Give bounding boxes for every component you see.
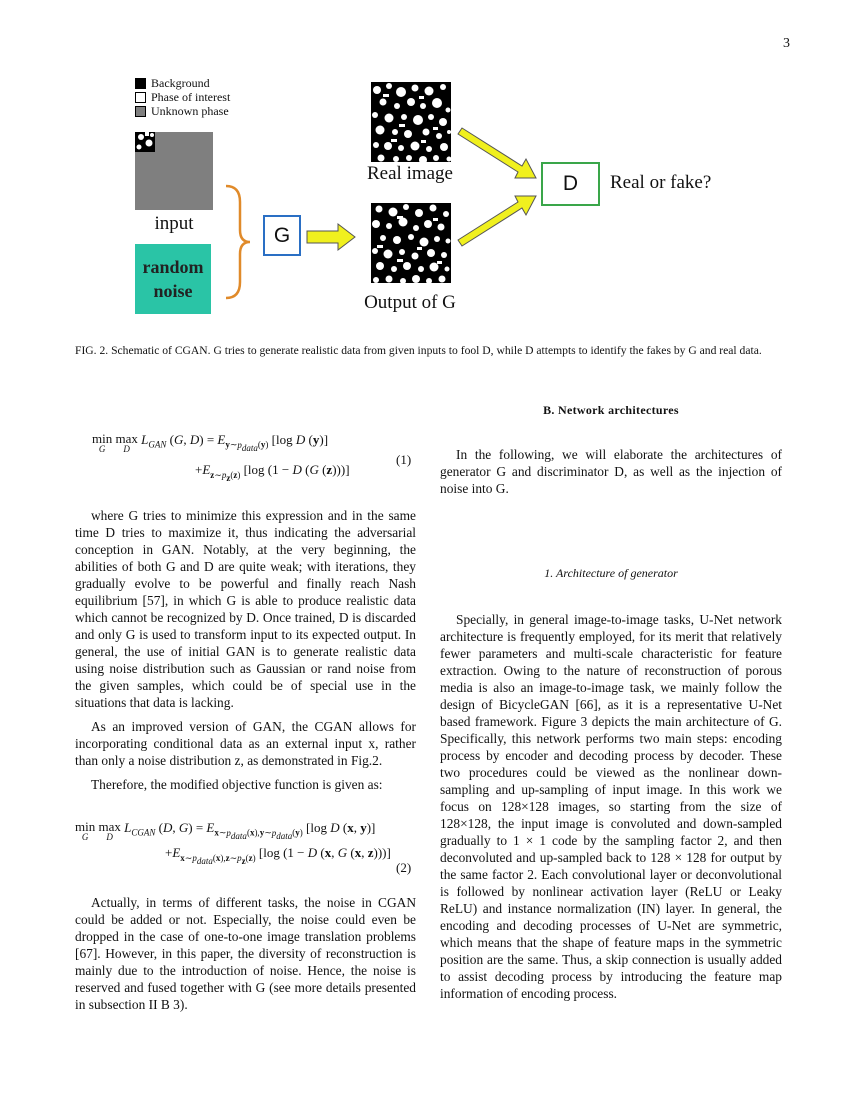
generated-microstructure (371, 203, 451, 283)
right-column-body (440, 611, 782, 1002)
left-column-body (75, 507, 416, 793)
equation-2-line-2: $+E_{x\sim p_{data}(x),z\sim p_z(z)}$ [log (1 − D (x, G (x, z)))] (165, 845, 391, 866)
noise-label-line2: noise (153, 281, 193, 301)
input-label: input (154, 213, 194, 234)
paragraph: Specially, in general image-to-image tasks, U-Net network architecture is frequently employed, for its merit that relatively fewer parameters and multi-scale characteristic for feature extraction. Owing to the nature of reconstruction of porous media is also an image-to-image task, we mainly follow the design of BicycleGAN [66], as it is a representative U-Net based framework. Figure 3 depicts the main architecture of G. Specifically, this network performs two main steps: encoding process by encoder and decoding process by decoder. These two procedures could be viewed as the nonlinear down-sampling and up-sampling of input image. In this work we focus on 128×128 images, so starting from the size of 128×128, the input image is convoluted and down-sampled gradually to 1 × 1 code by the sampling factor 2, and then deconvoluted and up-sampled back to 128 × 128 for output by the same factor 2. Each convolutional layer or deconvolutional is followed by nonlinear activation layer (ReLU or Leaky ReLU) and instance normalization (IN) layer. In general, the encoding and decoding processes of U-Net are symmetric, which means that the shape of feature maps in the symmetric position are the same. Thus, a skip connection is usually added to assist decoding process by introducing the feature map information of encoding process. (440, 612, 782, 1001)
arrow-output-to-d-icon (458, 196, 536, 246)
real-image (371, 82, 451, 162)
output-of-g-label: Output of G (364, 292, 456, 313)
figure-cgan-schematic (0, 0, 850, 340)
noise-label-line1: random (142, 257, 204, 277)
paragraph: As an improved version of GAN, the CGAN allows for incorporating conditional data as an external input x, rather than only a noise distribution z, as demonstrated in Fig.2. (75, 719, 416, 768)
real-microstructure (371, 82, 451, 162)
real-image-label: Real image (367, 163, 453, 184)
legend-label: Unknown phase (151, 104, 229, 118)
paragraph: Actually, in terms of different tasks, the noise in CGAN could be added or not. Especially, the noise could even be dropped in the case of one-to-one image translation problems [67]. However, in this paper, the diversity of reconstruction is mainly due to the introduction of noise. Hence, the noise is reserved and fused together with G (see more details presented in subsection II B 3). (75, 895, 416, 1012)
arrow-g-to-output-icon (307, 224, 355, 250)
equation-1-number: (1) (396, 452, 412, 467)
section-heading: B. Network architectures (543, 403, 679, 417)
discriminator-box: D (541, 162, 600, 206)
generator-box: G (263, 215, 301, 256)
legend-label: Phase of interest (151, 90, 231, 104)
subsection-heading: 1. Architecture of generator (544, 566, 678, 580)
right-column-intro (440, 446, 782, 497)
paragraph: In the following, we will elaborate the architectures of generator G and discriminator D, as well as the injection of noise into G. (440, 447, 782, 496)
legend-label: Background (151, 76, 210, 90)
paragraph: Therefore, the modified objective function is given as: (91, 777, 383, 792)
figure-caption: FIG. 2. Schematic of CGAN. G tries to generate realistic data from given inputs to fool D, while D attempts to identify the fakes by G and real data. (75, 344, 762, 357)
equation-1-line-1: min G max D $L_{GAN}$ (G, $D) = E_{y\sim p_{data}(y)}$ [log D (y)] (92, 431, 329, 454)
left-column-body-2 (75, 894, 416, 1013)
generated-image (371, 203, 451, 283)
equation-1-line-2: $+E_{z\sim p_z(z)}$ [log (1 − D (G (z)))] (195, 462, 350, 483)
page-number: 3 (783, 36, 790, 51)
real-or-fake-label: Real or fake? (610, 172, 712, 193)
equation-2-number: (2) (396, 860, 412, 875)
paragraph: where G tries to minimize this expression and in the same time D tries to maximize it, thus indicating the adversarial conception in GAN. Notably, at the very beginning, the abilities of both G and D are quite weak; with iterations, they gradually evolve to be powerful and finally reach Nash equilibrium [57], in which G is able to produce realistic data which cannot be recognized by D. Once trained, D is discarded and only G is used to transform input to its expected output. In general, the use of initial GAN is to generate realistic data using noise distribution such as Gaussian or rand noise from the given samples, which could be of special use in the situations that data is lacking. (75, 508, 416, 710)
equation-2-line-1: min G max D $L_{CGAN}$ (D, $G) = E_{x\sim p_{data}(x),y\sim p_{data}(y)}$ [log D (x, y)] (75, 819, 376, 842)
